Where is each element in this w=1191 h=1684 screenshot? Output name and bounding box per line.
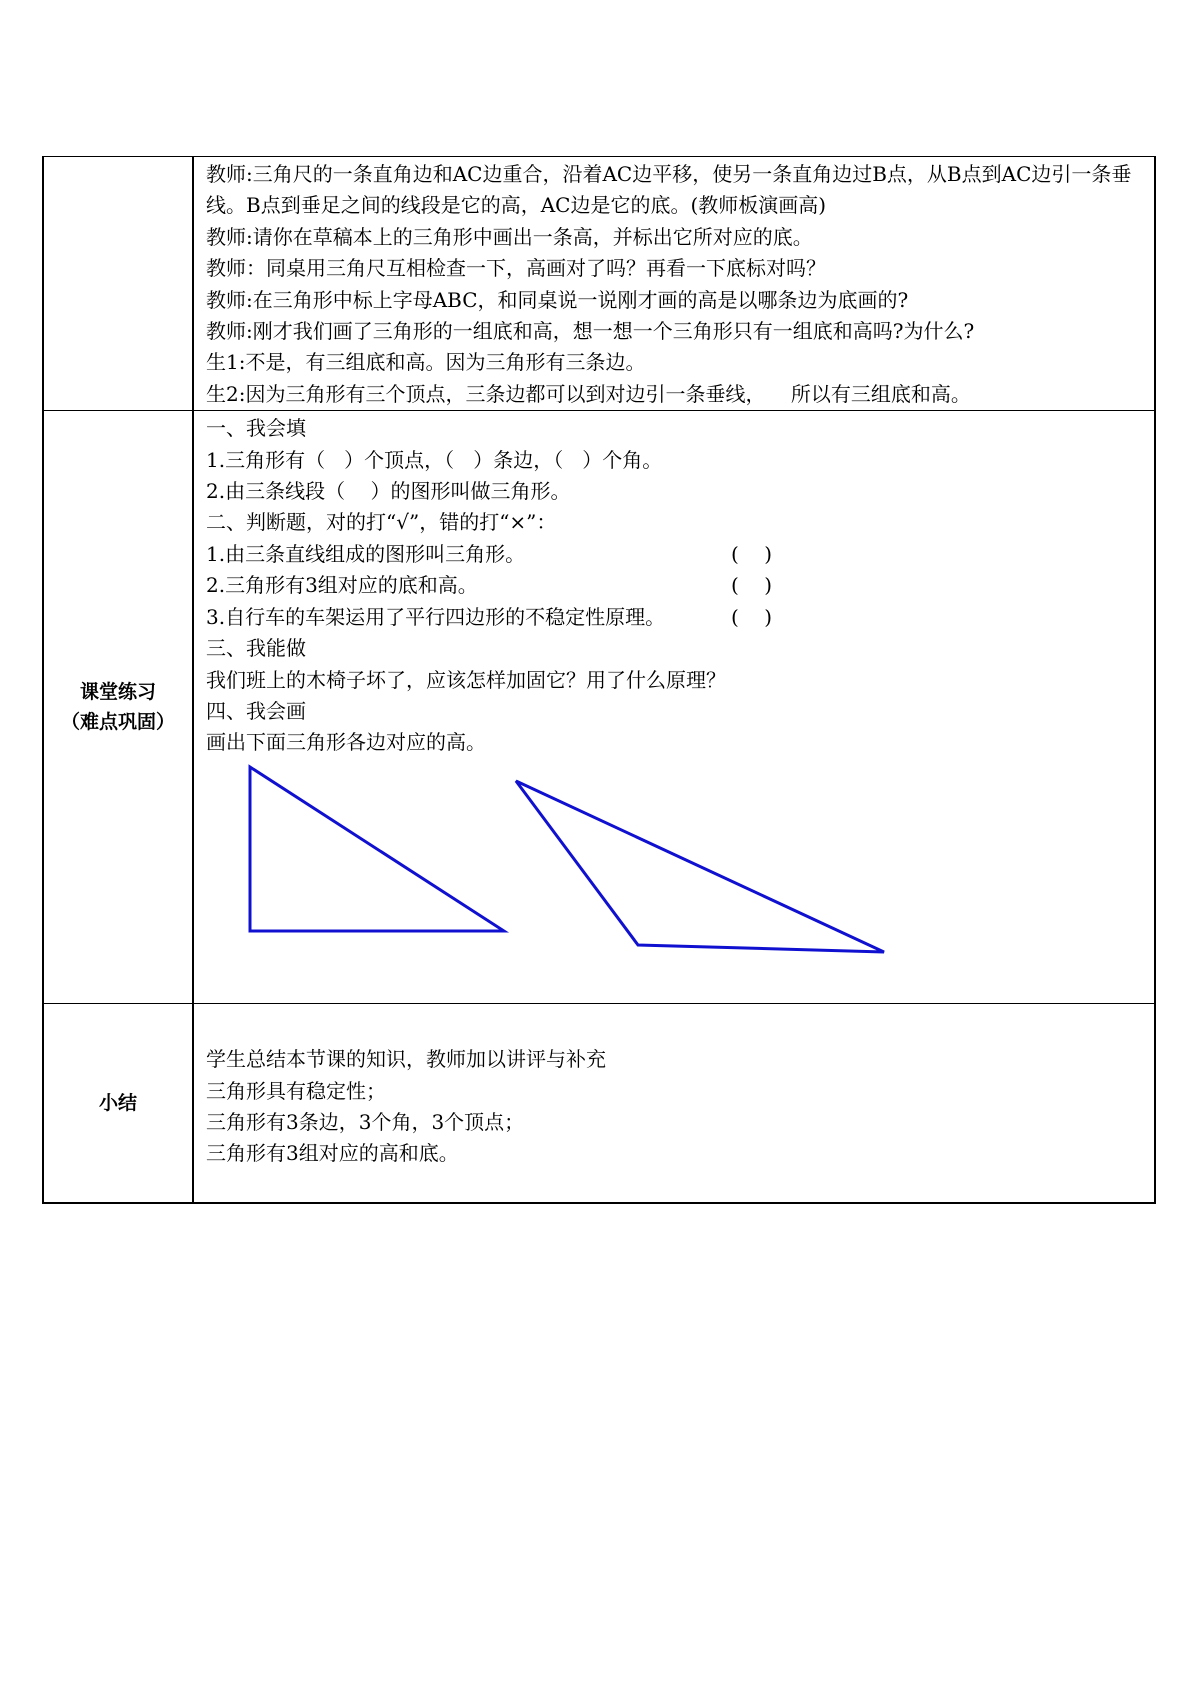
right-triangle xyxy=(250,767,504,931)
fill-question-2: 2.由三条线段（ ）的图形叫做三角形。 xyxy=(206,479,571,504)
judge-question-text: 3.自行车的车架运用了平行四边形的不稳定性原理。 xyxy=(206,604,666,629)
judge-question-text: 2.三角形有3组对应的底和高。 xyxy=(206,573,478,598)
summary-label: 小结 xyxy=(98,1092,137,1115)
practice-content xyxy=(193,411,1155,1004)
summary-row xyxy=(43,1004,1155,1204)
triangles-svg xyxy=(194,761,1154,997)
judge-question-text: 1.由三条直线组成的图形叫三角形。 xyxy=(206,541,526,566)
section-fill-title: 一、我会填 xyxy=(206,416,306,441)
practice-label-line-2: （难点巩固） xyxy=(60,711,175,734)
teaching-process-label-cell xyxy=(43,157,193,411)
summary-line-1: 学生总结本节课的知识，教师加以讲评与补充 xyxy=(206,1047,606,1072)
student-line-2: 生2:因为三角形有三个顶点，三条边都可以到对边引一条垂线， 所以有三组底和高。 xyxy=(206,381,971,406)
teacher-line-3: 教师：同桌用三角尺互相检查一下，高画对了吗？再看一下底标对吗？ xyxy=(206,256,826,281)
lesson-table xyxy=(42,156,1156,1204)
section-draw-title: 四、我会画 xyxy=(206,698,306,723)
student-line-1: 生1:不是，有三组底和高。因为三角形有三条边。 xyxy=(206,350,646,375)
summary-label-cell xyxy=(43,1004,193,1204)
practice-label-cell xyxy=(43,411,193,1004)
judge-answer-blank: ( ) xyxy=(731,573,773,598)
do-task: 我们班上的木椅子坏了，应该怎样加固它？用了什么原理？ xyxy=(206,667,726,692)
summary-line-2: 三角形具有稳定性； xyxy=(206,1078,386,1103)
teaching-process-content xyxy=(193,157,1155,411)
judge-answer-blank: ( ) xyxy=(731,541,773,566)
fill-question-1: 1.三角形有（ ）个顶点，（ ）条边，（ ）个角。 xyxy=(206,447,663,472)
judge-question-1 xyxy=(206,539,1144,570)
summary-line-3: 三角形有3条边，3个角，3个顶点； xyxy=(206,1110,525,1135)
draw-task: 画出下面三角形各边对应的高。 xyxy=(206,730,486,755)
teacher-line-2: 教师:请你在草稿本上的三角形中画出一条高，并标出它所对应的底。 xyxy=(206,224,813,249)
obtuse-triangle xyxy=(516,781,884,952)
judge-answer-blank: ( ) xyxy=(731,604,773,629)
teacher-line-4: 教师:在三角形中标上字母ABC，和同桌说一说刚才画的高是以哪条边为底画的? xyxy=(206,287,909,312)
judge-question-3 xyxy=(206,602,1144,633)
summary-line-4: 三角形有3组对应的高和底。 xyxy=(206,1141,459,1166)
section-judge-title: 二、判断题，对的打“√”，错的打“×”： xyxy=(206,510,557,535)
triangle-figures xyxy=(194,761,1144,997)
summary-content xyxy=(193,1004,1155,1204)
teacher-line-1: 教师:三角尺的一条直角边和AC边重合，沿着AC边平移，使另一条直角边过B点，从B点到AC边引一条垂线。B点到垂足之间的线段是它的高，AC边是它的底。(教师板演画高) xyxy=(206,162,1132,218)
practice-label xyxy=(44,677,192,737)
practice-row xyxy=(43,411,1155,1004)
teacher-line-5: 教师:刚才我们画了三角形的一组底和高，想一想一个三角形只有一组底和高吗?为什么? xyxy=(206,319,975,344)
teaching-process-row xyxy=(43,157,1155,411)
practice-label-line-1: 课堂练习 xyxy=(79,681,156,704)
judge-question-2 xyxy=(206,570,1144,601)
section-do-title: 三、我能做 xyxy=(206,636,306,661)
